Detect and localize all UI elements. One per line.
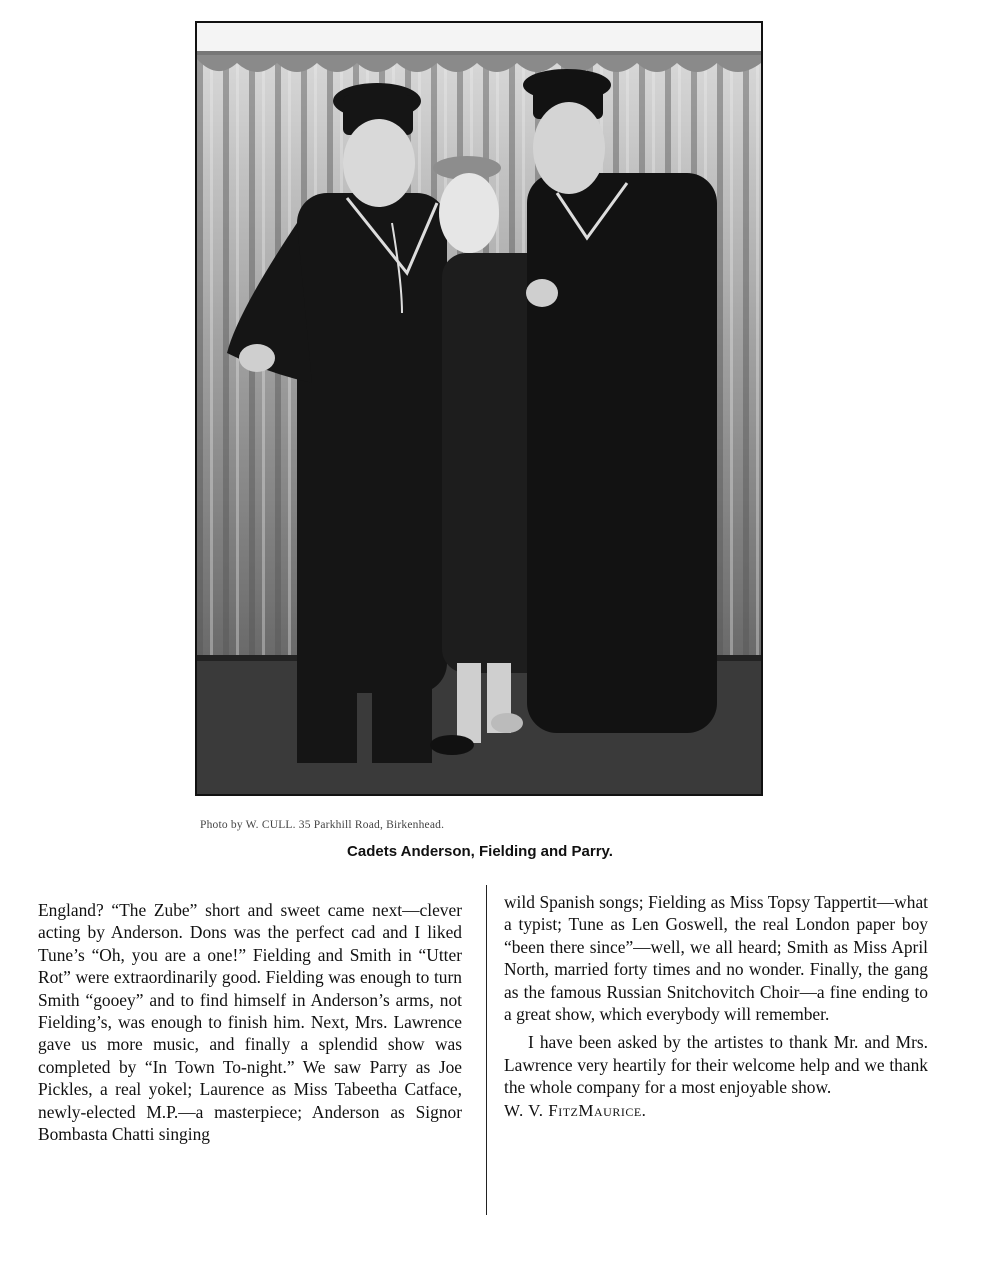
photo-caption: Cadets Anderson, Fielding and Parry. (347, 843, 613, 860)
author-signature: W. V. FitzMaurice. (504, 1100, 647, 1120)
article-column-right (504, 891, 928, 1122)
article-paragraph: wild Spanish songs; Fielding as Miss Topsy Tappertit—what a typist; Tune as Len Goswell, the real London paper boy “been there since”—well, we all heard; Smith as Miss April North, married forty times and no wonder. Finally, the gang as the famous Russian Snitchovitch Choir—a fine ending to a great show, which everybody will remember. (504, 892, 928, 1025)
photo-credit: Photo by W. CULL. 35 Parkhill Road, Birkenhead. (200, 819, 445, 831)
article-paragraph: England? “The Zube” short and sweet came next—clever acting by Anderson. Dons was the perfect cad and I liked Tune’s “Oh, you are a one!” Fielding and Smith in “Utter Rot” were extraordinarily good. Fielding was enough to turn Smith “gooey” and to find himself in Anderson’s arms, not Fielding’s, was enough to finish him. Next, Mrs. Lawrence gave us more music, and finally a splendid show was completed by “In Town To-night.” We saw Parry as Joe Pickles, a real yokel; Laurence as Miss Tabeetha Catface, newly-elected M.P.—a masterpiece; Anderson as Signor Bombasta Chatti singing (38, 900, 462, 1145)
article-column-left (38, 899, 462, 1145)
column-divider (486, 885, 487, 1215)
cadets-photograph (195, 21, 763, 796)
article-paragraph: I have been asked by the artistes to thank Mr. and Mrs. Lawrence very heartily for their welcome help and we thank the whole company for a most enjoyable show. (504, 1032, 928, 1098)
